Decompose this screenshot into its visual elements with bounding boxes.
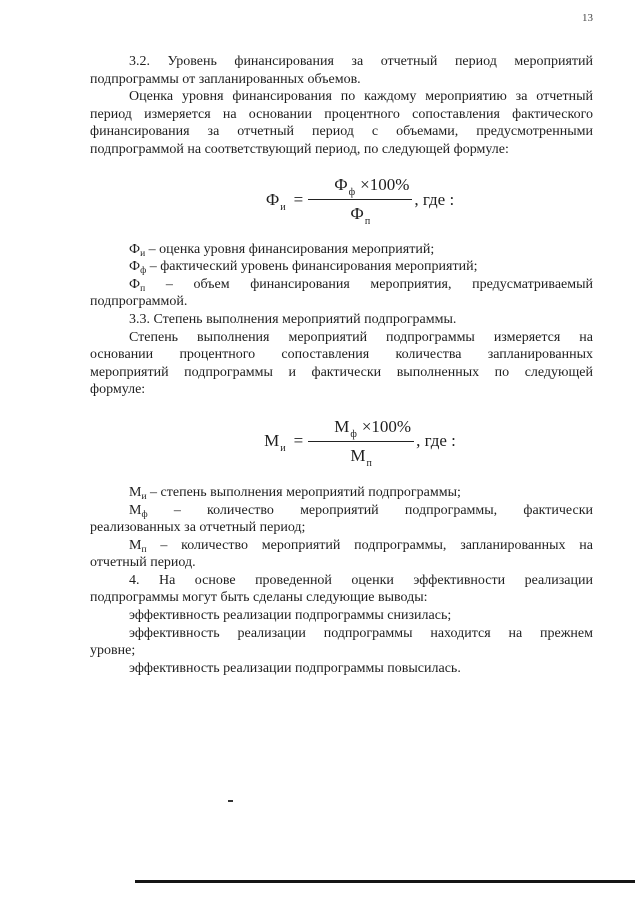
text-line: подпрограммой на соответствующий период, по следующей формуле: <box>90 141 509 157</box>
section-3-2-line-1: 3.2. Уровень финансирования за отчетный период мероприятий <box>129 54 593 69</box>
formula-factor: ×100% <box>360 175 410 195</box>
formula-symbol: М <box>264 431 280 451</box>
text-line: Оценка уровня финансирования по каждому мероприятию за отчетный <box>129 89 593 105</box>
formula-completion-degree <box>90 399 593 484</box>
formula-tail: , где : <box>414 189 455 209</box>
definition-subscript: ф <box>141 509 148 520</box>
formula-subscript: ф <box>350 428 357 440</box>
formula-tail: , где : <box>416 431 456 451</box>
section-3-2-line-2: подпрограммы от запланированных объемов. <box>90 71 361 87</box>
fraction-denominator <box>350 200 371 228</box>
equals-sign: = <box>293 431 304 451</box>
definition-symbol: М <box>129 484 142 500</box>
definition-text: – количество мероприятий подпрограммы, фактически <box>147 502 593 518</box>
formula-symbol: Ф <box>265 189 280 209</box>
formula-factor: ×100% <box>361 416 412 436</box>
definition-subscript: и <box>140 248 146 259</box>
financing-definitions <box>90 241 593 311</box>
formula-financing-level <box>90 159 593 241</box>
formula-subscript: п <box>366 457 372 469</box>
formula-symbol: М <box>350 445 366 465</box>
fraction-denominator <box>350 442 372 469</box>
conclusion-item: эффективность реализации подпрограммы повысилась. <box>129 660 461 676</box>
page-number: 13 <box>582 12 593 24</box>
fraction-numerator <box>308 417 414 442</box>
definition-subscript: п <box>140 283 146 294</box>
text-line: мероприятий подпрограммы и фактически выполненных по следующей <box>90 364 593 380</box>
formula-subscript: п <box>364 216 371 228</box>
definition-line <box>90 484 593 502</box>
text-line: 4. На основе проведенной оценки эффективности реализации <box>129 572 593 588</box>
financing-paragraph <box>90 88 593 158</box>
formula-symbol: Ф <box>350 204 364 224</box>
definition-continuation: отчетный период. <box>90 555 196 571</box>
equals-sign: = <box>293 189 304 209</box>
definition-text: – оценка уровня финансирования мероприятий; <box>145 241 435 257</box>
completion-paragraph <box>90 329 593 399</box>
fraction-numerator <box>308 175 412 200</box>
fraction <box>308 175 412 228</box>
text-line: период измеряется на основании процентного сопоставления фактического <box>90 106 593 122</box>
text-line: основании процентного сопоставления количества запланированных <box>90 347 593 363</box>
definition-continuation: подпрограммой. <box>90 294 188 310</box>
definition-text: – степень выполнения мероприятий подпрограммы; <box>146 484 461 500</box>
formula-symbol: М <box>334 416 350 436</box>
section-3-3-heading: 3.3. Степень выполнения мероприятий подпрограммы. <box>129 311 457 327</box>
definition-symbol: Ф <box>129 259 141 275</box>
definition-line <box>90 276 593 294</box>
text-column <box>90 53 593 677</box>
formula-symbol: Ф <box>334 175 348 195</box>
definition-symbol: Ф <box>129 241 141 257</box>
definition-line <box>90 241 593 259</box>
definition-line <box>90 537 593 555</box>
definition-subscript: и <box>141 491 147 502</box>
text-line: подпрограммы могут быть сделаны следующие выводы: <box>90 590 428 606</box>
conclusion-item-continuation: уровне; <box>90 643 136 659</box>
formula-subscript: ф <box>348 187 356 199</box>
fraction <box>308 416 414 469</box>
formula-lhs: Ф $_и$ <box>265 189 286 213</box>
conclusions-list <box>90 607 593 677</box>
definition-continuation: реализованных за отчетный период; <box>90 520 306 536</box>
text-line: финансирования за отчетный период с объемами, предусмотренными <box>90 124 593 140</box>
conclusion-item: эффективность реализации подпрограммы находится на прежнем <box>129 625 593 641</box>
bottom-rule <box>135 880 635 883</box>
conclusion-item: эффективность реализации подпрограммы снизилась; <box>129 608 452 624</box>
definition-text: – объем финансирования мероприятия, предусматриваемый <box>145 276 593 292</box>
formula-lhs: М $_и$ <box>264 431 286 455</box>
definition-text: – фактический уровень финансирования мероприятий; <box>146 259 478 275</box>
section-3-2 <box>90 53 593 88</box>
definition-symbol: Ф <box>129 276 141 292</box>
text-line: Степень выполнения мероприятий подпрограммы измеряется на <box>129 329 593 345</box>
text-line: формуле: <box>90 382 146 398</box>
definition-line <box>90 502 593 520</box>
definition-subscript: п <box>141 544 147 555</box>
scan-mark <box>228 800 233 802</box>
definition-line <box>90 258 593 276</box>
completion-definitions <box>90 484 593 572</box>
definition-symbol: М <box>129 502 142 518</box>
definition-subscript: ф <box>140 266 147 277</box>
definition-symbol: М <box>129 537 142 553</box>
section-4 <box>90 572 593 607</box>
definition-text: – количество мероприятий подпрограммы, запланированных на <box>146 537 593 553</box>
